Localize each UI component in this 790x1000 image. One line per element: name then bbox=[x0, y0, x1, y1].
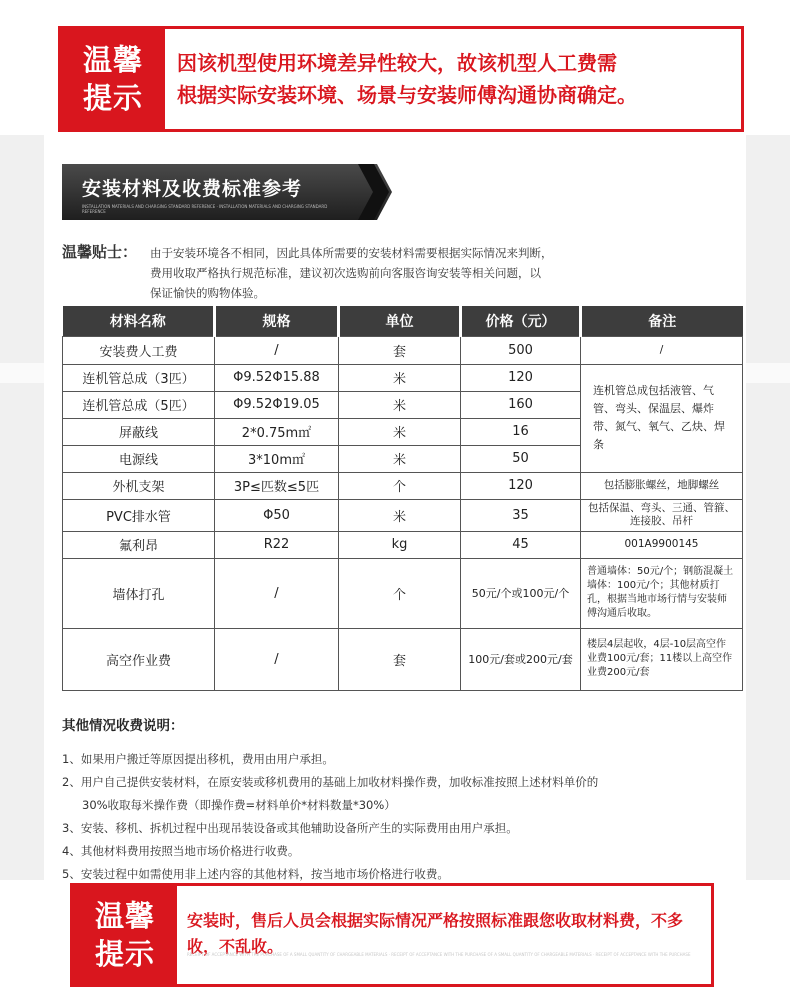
table-row bbox=[63, 558, 743, 628]
notice-line1: 因该机型使用环境差异性较大，故该机型人工费需 bbox=[177, 51, 617, 75]
notice-bottom bbox=[70, 883, 714, 987]
cell-note: 楼层4层起收，4层-10层高空作业费100元/套；11楼以上高空作业费200元/套 bbox=[581, 628, 743, 690]
other-item-2a: 2、用户自己提供安装材料，在原安装或移机费用的基础上加收材料操作费，加收标准按照上述材料单价的 bbox=[62, 775, 599, 789]
other-item-2b: 30%收取每米操作费（即操作费=材料单价*材料数量*30%） bbox=[82, 798, 396, 812]
cell-price: 120 bbox=[461, 364, 581, 391]
cell-unit: 个 bbox=[339, 558, 461, 628]
header-spec: 规格 bbox=[215, 306, 339, 336]
cell-name: PVC排水管 bbox=[63, 499, 215, 531]
other-item-3: 3、安装、移机、拆机过程中出现吊装设备或其他辅助设备所产生的实际费用由用户承担。 bbox=[62, 821, 518, 835]
cell-merged-note: 连机管总成包括液管、气管、弯头、保温层、爆炸带、氮气、氧气、乙炔、焊条 bbox=[581, 364, 743, 472]
tip-label: 温馨贴士： bbox=[62, 243, 138, 261]
header-price: 价格（元） bbox=[461, 306, 581, 336]
cell-price: 50元/个或100元/个 bbox=[461, 558, 581, 628]
tip-line3: 保证愉快的购物体验。 bbox=[150, 286, 265, 300]
cell-price: 16 bbox=[461, 418, 581, 445]
cell-name: 连机管总成（5匹） bbox=[63, 391, 215, 418]
cell-spec: / bbox=[215, 336, 339, 364]
other-item-1: 1、如果用户搬迁等原因提出移机，费用由用户承担。 bbox=[62, 752, 334, 766]
badge-line1: 温馨 bbox=[82, 43, 143, 77]
cell-spec: 3*10m㎡ bbox=[215, 445, 339, 472]
cell-note: / bbox=[581, 336, 743, 364]
cell-note: 普通墙体：50元/个；钢筋混凝土墙体：100元/个；其他材质打孔，根据当地市场行情与安装师傅沟通后收取。 bbox=[581, 558, 743, 628]
side-strip-right bbox=[746, 135, 790, 880]
other-charges bbox=[62, 714, 742, 886]
fee-table bbox=[62, 306, 742, 691]
other-title: 其他情况收费说明： bbox=[62, 718, 184, 734]
badge-line2: 提示 bbox=[82, 81, 143, 115]
cell-price: 35 bbox=[461, 499, 581, 531]
cell-price: 50 bbox=[461, 445, 581, 472]
cell-unit: 个 bbox=[339, 472, 461, 499]
cell-note: 001A9900145 bbox=[581, 531, 743, 558]
cell-note: 包括膨胀螺丝，地脚螺丝 bbox=[581, 472, 743, 499]
cell-price: 45 bbox=[461, 531, 581, 558]
tip-line2: 费用收取严格执行规范标准，建议初次选购前向客服咨询安装等相关问题，以 bbox=[150, 266, 541, 280]
cell-spec: / bbox=[215, 558, 339, 628]
tip-line1: 由于安装环境各不相同，因此具体所需要的安装材料需要根据实际情况来判断， bbox=[150, 246, 553, 260]
cell-unit: 米 bbox=[339, 445, 461, 472]
cell-unit: 米 bbox=[339, 499, 461, 531]
cell-name: 连机管总成（3匹） bbox=[63, 364, 215, 391]
notice-line2: 收，不乱收。 bbox=[187, 937, 284, 956]
notice-line2: 根据实际安装环境、场景与安装师傅沟通协商确定。 bbox=[177, 83, 637, 107]
badge-line1: 温馨 bbox=[94, 899, 155, 933]
cell-spec: R22 bbox=[215, 531, 339, 558]
table-row bbox=[63, 499, 743, 531]
cell-unit: 套 bbox=[339, 336, 461, 364]
notice-badge bbox=[61, 29, 165, 129]
banner-title: 安装材料及收费标准参考 bbox=[82, 178, 303, 200]
cell-unit: kg bbox=[339, 531, 461, 558]
cell-unit: 米 bbox=[339, 418, 461, 445]
side-strip-left bbox=[0, 135, 44, 880]
tip-body bbox=[150, 243, 710, 303]
cell-name: 屏蔽线 bbox=[63, 418, 215, 445]
header-note: 备注 bbox=[581, 306, 743, 336]
cell-name: 安装费人工费 bbox=[63, 336, 215, 364]
cell-price: 120 bbox=[461, 472, 581, 499]
other-item-4: 4、其他材料费用按照当地市场价格进行收费。 bbox=[62, 844, 300, 858]
cell-name: 高空作业费 bbox=[63, 628, 215, 690]
table-row bbox=[63, 336, 743, 364]
cell-unit: 米 bbox=[339, 364, 461, 391]
cell-name: 电源线 bbox=[63, 445, 215, 472]
badge-line2: 提示 bbox=[94, 937, 155, 971]
table-row bbox=[63, 531, 743, 558]
notice-badge bbox=[73, 886, 177, 984]
notice-fine-print: RECEIPT OF ACCEPTANCE WITH THE PURCHASE OF A SMALL QUANTITY OF CHARGEABLE MATERIALS · RECEIPT OF ACCEPTANCE WITH THE PURCHASE OF A SMALL QUANTITY OF CHARGEABLE MATERIALS · RECEIPT OF ACCEPTANCE WITH THE PURCHASE bbox=[187, 952, 691, 957]
cell-spec: 2*0.75m㎡ bbox=[215, 418, 339, 445]
other-item-5: 5、安装过程中如需使用非上述内容的其他材料，按当地市场价格进行收费。 bbox=[62, 867, 449, 881]
notice-text bbox=[177, 886, 711, 984]
cell-name: 氟利昂 bbox=[63, 531, 215, 558]
header-unit: 单位 bbox=[339, 306, 461, 336]
cell-spec: 3P≤匹数≤5匹 bbox=[215, 472, 339, 499]
cell-name: 墙体打孔 bbox=[63, 558, 215, 628]
cell-spec: / bbox=[215, 628, 339, 690]
banner-fine-print: INSTALLATION MATERIALS AND CHARGING STANDARD REFERENCE · INSTALLATION MATERIALS AND CHARGING STANDARD REFERENCE bbox=[82, 204, 328, 214]
cell-name: 外机支架 bbox=[63, 472, 215, 499]
cell-price: 100元/套或200元/套 bbox=[461, 628, 581, 690]
cell-unit: 套 bbox=[339, 628, 461, 690]
table-header-row bbox=[63, 306, 743, 336]
cell-price: 500 bbox=[461, 336, 581, 364]
cell-spec: Φ9.52Φ15.88 bbox=[215, 364, 339, 391]
notice-line1: 安装时，售后人员会根据实际情况严格按照标准跟您收取材料费，不多 bbox=[187, 911, 684, 930]
section-banner bbox=[62, 164, 392, 220]
cell-note: 包括保温、弯头、三通、管箍、连接胶、吊杆 bbox=[581, 499, 743, 531]
notice-top bbox=[58, 26, 744, 132]
cell-spec: Φ9.52Φ19.05 bbox=[215, 391, 339, 418]
header-name: 材料名称 bbox=[63, 306, 215, 336]
table-row bbox=[63, 628, 743, 690]
notice-text bbox=[165, 29, 741, 129]
cell-price: 160 bbox=[461, 391, 581, 418]
cell-spec: Φ50 bbox=[215, 499, 339, 531]
table-row bbox=[63, 472, 743, 499]
table-row bbox=[63, 364, 743, 391]
cell-unit: 米 bbox=[339, 391, 461, 418]
